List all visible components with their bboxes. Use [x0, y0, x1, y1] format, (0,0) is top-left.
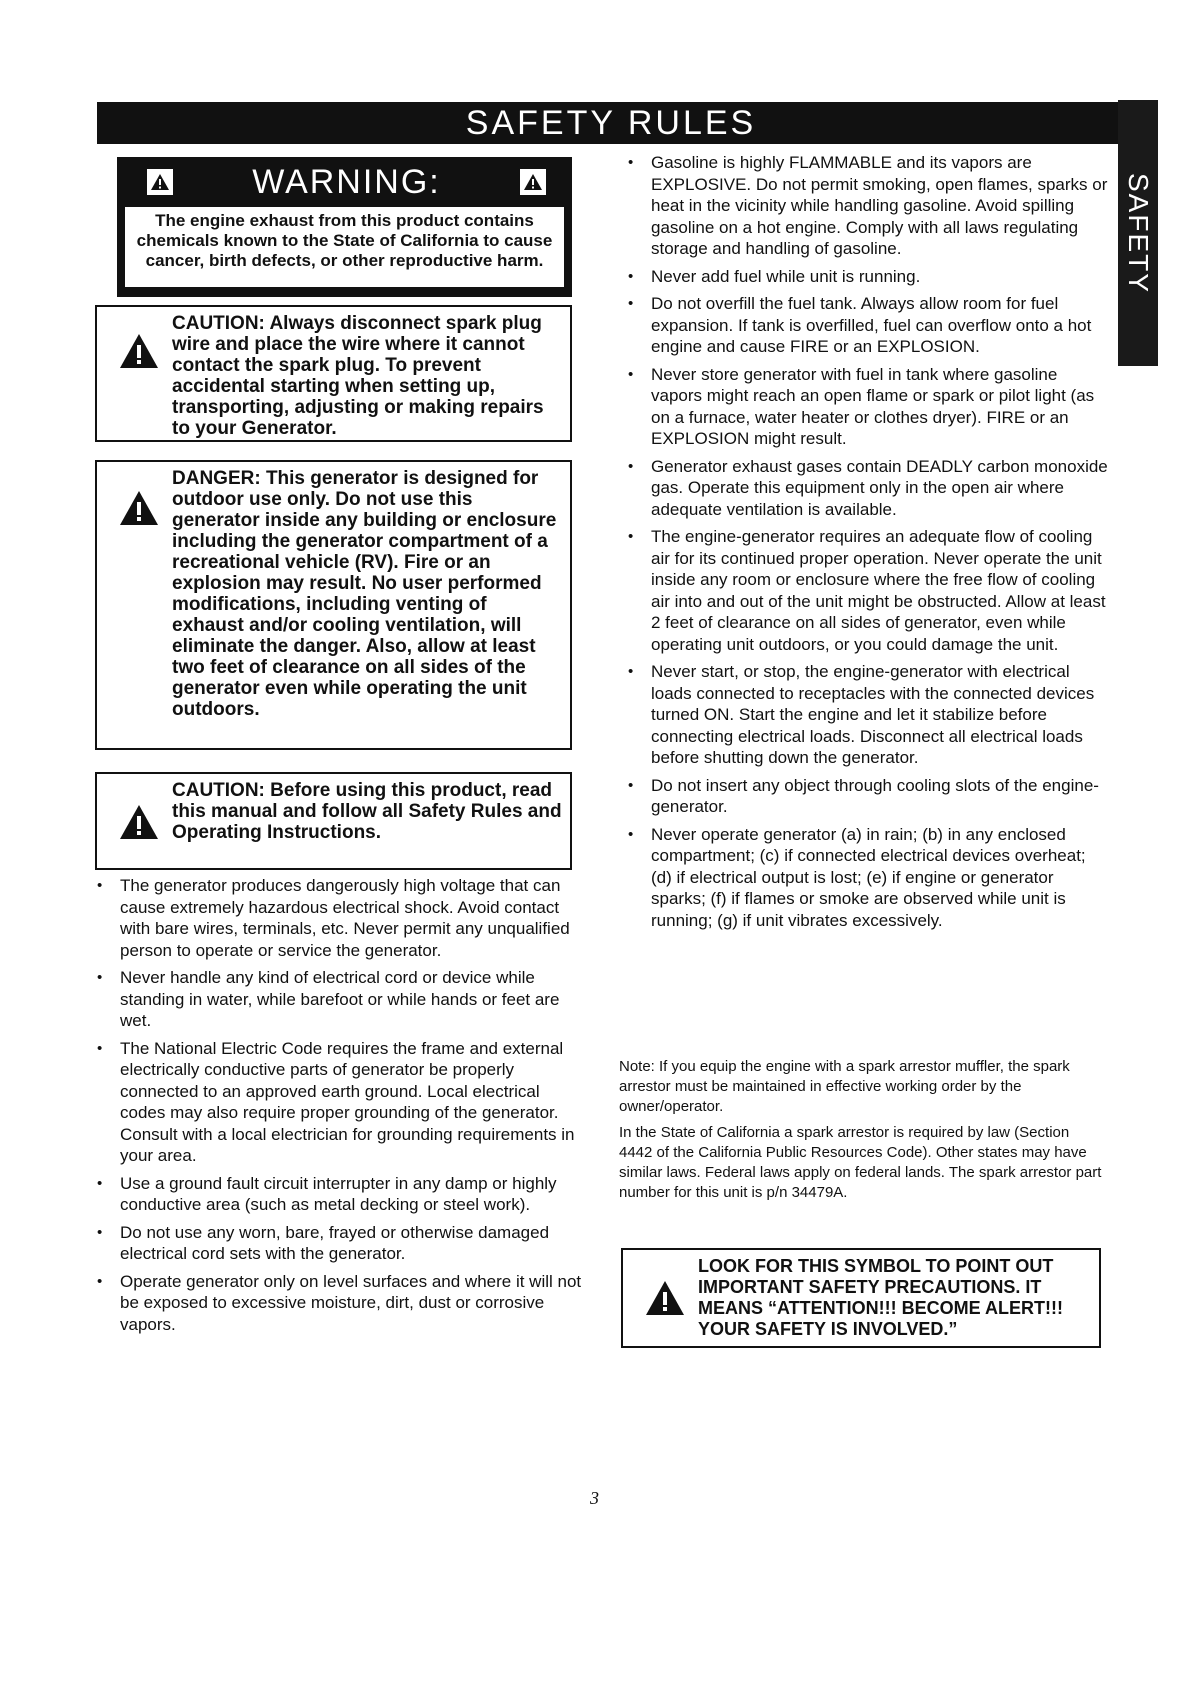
list-item: • Operate generator only on level surfaces and where it will not be exposed to excessive moisture, dirt, dust or corrosive vapors. — [92, 1271, 582, 1336]
warning-triangle-icon — [520, 169, 546, 195]
caution-manual-text: CAUTION: Before using this product, read this manual and follow all Safety Rules and Operating Instructions. — [172, 780, 562, 843]
caution-manual-box — [95, 772, 572, 870]
alert-triangle-icon — [119, 333, 159, 369]
caution-spark-plug-text: CAUTION: Always disconnect spark plug wire and place the wire where it cannot contact the spark plug. To prevent accidental starting when setting up, transporting, adjusting or making repairs to your Generator. — [172, 313, 544, 439]
page-title: SAFETY RULES — [465, 104, 757, 142]
list-item: • Generator exhaust gases contain DEADLY carbon monoxide gas. Operate this equipment only in the open air where adequate ventilation is available. — [623, 456, 1111, 521]
list-item: • Do not use any worn, bare, frayed or otherwise damaged electrical cord sets with the generator. — [92, 1222, 582, 1265]
caution-spark-plug-box — [95, 305, 572, 442]
california-paragraph: In the State of California a spark arrestor is required by law (Section 4442 of the California Public Resources Code). Other states may have similar laws. Federal laws apply on federal lands. The spark arrestor part number for this unit is p/n 34479A. — [619, 1124, 1102, 1201]
warning-triangle-icon — [147, 169, 173, 195]
list-item: • Do not overfill the fuel tank. Always allow room for fuel expansion. If tank is overfilled, fuel can overflow onto a hot engine and cause FIRE or an EXPLOSION. — [623, 293, 1111, 358]
danger-outdoor-box — [95, 460, 572, 750]
page-title-banner — [97, 102, 1125, 144]
warning-text: The engine exhaust from this product contains chemicals known to the State of California to cause cancer, birth defects, or other reproductive harm. — [125, 207, 564, 287]
spark-arrestor-notes — [619, 1057, 1103, 1209]
list-item: • Never start, or stop, the engine-generator with electrical loads connected to receptacles with the connected devices turned ON. Start the engine and let it stabilize before connecting electrical loads. Disconnect all electrical loads before shutting down the generator. — [623, 661, 1111, 769]
symbol-explanation-box — [621, 1248, 1101, 1348]
warning-box — [117, 157, 572, 297]
alert-triangle-icon — [119, 804, 159, 840]
warning-title: WARNING: — [252, 162, 441, 201]
list-item: • The engine-generator requires an adequate flow of cooling air for its continued proper operation. Never operate the unit inside any room or enclosure where the free flow of cooling air into and out of the unit might be obstructed. Allow at least 2 feet of clearance on all sides of generator, even while operating unit outdoors, or you could damage the unit. — [623, 526, 1111, 655]
list-item: • Never handle any kind of electrical cord or device while standing in water, while barefoot or while hands or feet are wet. — [92, 967, 582, 1032]
list-item: • Use a ground fault circuit interrupter in any damp or highly conductive area (such as metal decking or steel work). — [92, 1173, 582, 1216]
list-item: • Never add fuel while unit is running. — [623, 266, 1111, 288]
list-item: • The generator produces dangerously high voltage that can cause extremely hazardous electrical shock. Avoid contact with bare wires, terminals, etc. Never permit any unqualified person to operate or service the generator. — [92, 875, 582, 961]
section-tab-label: SAFETY — [1123, 172, 1154, 294]
left-safety-list — [92, 875, 582, 1341]
symbol-explanation-text: LOOK FOR THIS SYMBOL TO POINT OUT IMPORTANT SAFETY PRECAUTIONS. IT MEANS “ATTENTION!!! BECOME ALERT!!! YOUR SAFETY IS INVOLVED.” — [698, 1256, 1063, 1339]
alert-triangle-icon — [645, 1280, 685, 1316]
list-item: • The National Electric Code requires the frame and external electrically conductive parts of generator be properly connected to an approved earth ground. Local electrical codes may also require proper grounding of the generator. Consult with a local electrician for grounding requirements in your area. — [92, 1038, 582, 1167]
list-item: • Gasoline is highly FLAMMABLE and its vapors are EXPLOSIVE. Do not permit smoking, open flames, sparks or heat in the vicinity while handling gasoline. Avoid spilling gasoline on a hot engine. Comply with all laws regulating storage and handling of gasoline. — [623, 152, 1111, 260]
page-number: 3 — [590, 1488, 599, 1508]
alert-triangle-icon — [119, 490, 159, 526]
danger-outdoor-text: DANGER: This generator is designed for outdoor use only. Do not use this generator inside any building or enclosure including the generator compartment of a recreational vehicle (RV). Fire or an explosion may result. No user performed modifications, including venting of exhaust and/or cooling ventilation, will eliminate the danger. Also, allow at least two feet of clearance on all sides of the generator even while operating the unit outdoors. — [172, 468, 557, 720]
section-tab — [1118, 100, 1158, 366]
right-safety-list — [623, 152, 1111, 937]
warning-header — [125, 157, 564, 207]
note-paragraph: Note: If you equip the engine with a spark arrestor muffler, the spark arrestor must be maintained in effective working order by the owner/operator. — [619, 1058, 1070, 1115]
list-item: • Never operate generator (a) in rain; (b) in any enclosed compartment; (c) if connected electrical devices overheat; (d) if electrical output is lost; (e) if engine or generator sparks; (f) if flames or smoke are observed while unit is running; (g) if unit vibrates excessively. — [623, 824, 1111, 932]
list-item: • Do not insert any object through cooling slots of the engine-generator. — [623, 775, 1111, 818]
list-item: • Never store generator with fuel in tank where gasoline vapors might reach an open flame or spark or pilot light (as on a furnace, water heater or clothes dryer). FIRE or an EXPLOSION might result. — [623, 364, 1111, 450]
